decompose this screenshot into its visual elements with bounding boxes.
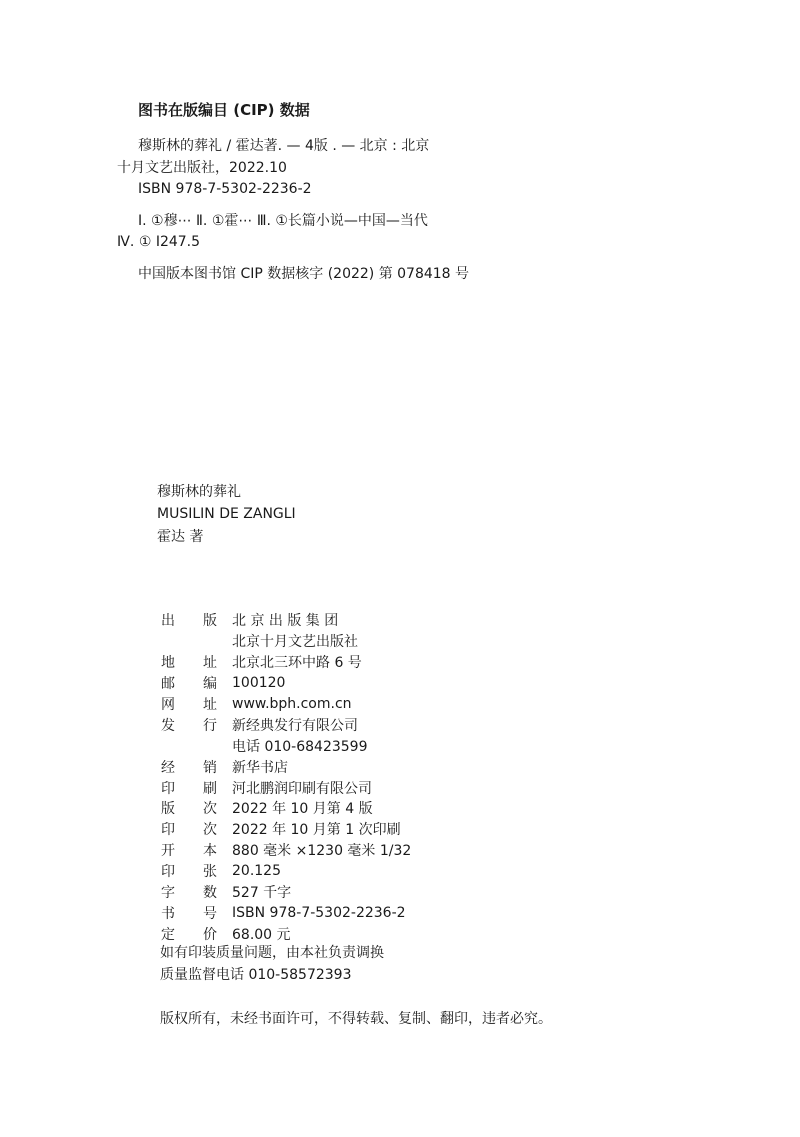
imprint-row (160, 777, 620, 798)
cip-line-1: 穆斯林的葬礼 / 霍达著. — 4版 . — 北京 : 北京 (138, 138, 430, 154)
imprint-label-char: 书 (161, 905, 175, 922)
imprint-label-char: 地 (161, 655, 175, 672)
imprint-row (160, 714, 620, 735)
imprint-value: 北 京 出 版 集 团 (232, 613, 339, 630)
imprint-value: 北京十月文艺出版社 (232, 634, 358, 651)
imprint-row (160, 610, 620, 631)
imprint-value: ISBN 978-7-5302-2236-2 (232, 904, 406, 921)
imprint-label (160, 882, 232, 902)
imprint-label-char: 定 (161, 926, 175, 943)
imprint-row (160, 923, 620, 944)
imprint-row (160, 840, 620, 861)
imprint-label-char: 址 (203, 697, 217, 713)
imprint-label-char: 印 (161, 822, 175, 839)
imprint-value: 新华书店 (232, 759, 288, 776)
imprint-label (160, 903, 232, 923)
imprint-label (160, 778, 232, 798)
imprint-label (160, 861, 232, 881)
imprint-value: 河北鹏润印刷有限公司 (232, 780, 372, 797)
imprint-row (160, 735, 620, 756)
imprint-value: 2022 年 10 月第 1 次印刷 (232, 822, 401, 839)
imprint-value: 527 千字 (232, 885, 292, 902)
imprint-row (160, 694, 620, 715)
imprint-value: 68.00 元 (232, 926, 291, 943)
imprint-label (160, 757, 232, 777)
imprint-label-char: 刷 (203, 780, 217, 797)
imprint-value: www.bph.com.cn (232, 696, 352, 712)
imprint-label (160, 798, 232, 818)
imprint-label-char: 编 (203, 676, 217, 693)
imprint-row (160, 902, 620, 923)
cip-line-5: Ⅳ. ① I247.5 (117, 234, 201, 250)
imprint-label (160, 694, 232, 714)
imprint-label-char: 字 (161, 885, 175, 902)
imprint-label (160, 652, 232, 672)
imprint-row (160, 882, 620, 903)
imprint-value: 20.125 (232, 863, 281, 880)
imprint-label (160, 840, 232, 860)
imprint-row (160, 861, 620, 882)
imprint-value: 新经典发行有限公司 (232, 717, 358, 734)
book-author: 霍达 著 (157, 529, 204, 545)
imprint-label-char: 销 (203, 759, 217, 776)
imprint-label-char: 发 (161, 717, 175, 734)
imprint-label-char: 网 (161, 697, 175, 713)
imprint-row (160, 631, 620, 652)
copyright-notice: 版权所有，未经书面许可，不得转载、复制、翻印，违者必究。 (160, 1011, 552, 1027)
imprint-label-char: 版 (203, 613, 217, 630)
imprint-label (160, 673, 232, 693)
imprint-label-char: 经 (161, 759, 175, 776)
imprint-label (160, 715, 232, 735)
imprint-label-char: 邮 (161, 676, 175, 693)
cip-heading: 图书在版编目 (CIP) 数据 (138, 101, 310, 119)
imprint-label-char: 数 (203, 885, 217, 902)
imprint-label-char: 张 (203, 864, 217, 881)
imprint-row (160, 652, 620, 673)
imprint-label-char: 开 (161, 843, 175, 860)
imprint-label-char: 号 (203, 905, 217, 922)
imprint-value: 电话 010-68423599 (232, 738, 368, 755)
imprint-value: 2022 年 10 月第 4 版 (232, 801, 373, 818)
imprint-label-char: 印 (161, 780, 175, 797)
imprint-table (160, 610, 620, 944)
imprint-label-char: 次 (203, 822, 217, 839)
quality-hotline: 质量监督电话 010-58572393 (160, 967, 352, 983)
imprint-value: 100120 (232, 675, 286, 692)
imprint-label-char: 价 (203, 926, 217, 943)
imprint-label-char: 次 (203, 801, 217, 818)
quality-notice: 如有印装质量问题，由本社负责调换 (160, 945, 384, 961)
imprint-value: 880 毫米 ×1230 毫米 1/32 (232, 843, 412, 860)
cip-line-6: 中国版本图书馆 CIP 数据核字 (2022) 第 078418 号 (138, 266, 470, 282)
imprint-label-char: 本 (203, 843, 217, 860)
cip-line-3: ISBN 978-7-5302-2236-2 (138, 181, 312, 197)
book-title: 穆斯林的葬礼 (157, 484, 241, 500)
imprint-label-char: 址 (203, 655, 217, 672)
imprint-row (160, 798, 620, 819)
imprint-label (160, 610, 232, 630)
cip-line-2: 十月文艺出版社，2022.10 (117, 160, 287, 176)
imprint-label-char: 印 (161, 864, 175, 881)
imprint-row (160, 819, 620, 840)
imprint-value: 北京北三环中路 6 号 (232, 655, 362, 672)
cip-line-4: Ⅰ. ①穆⋯ Ⅱ. ①霍⋯ Ⅲ. ①长篇小说—中国—当代 (138, 213, 428, 229)
imprint-label-char: 行 (203, 717, 217, 734)
book-romanized-title: MUSILIN DE ZANGLI (157, 506, 296, 522)
imprint-label-char: 版 (161, 801, 175, 818)
imprint-label-char: 出 (161, 613, 175, 630)
imprint-row (160, 756, 620, 777)
imprint-label (160, 819, 232, 839)
imprint-row (160, 673, 620, 694)
imprint-label (160, 924, 232, 944)
